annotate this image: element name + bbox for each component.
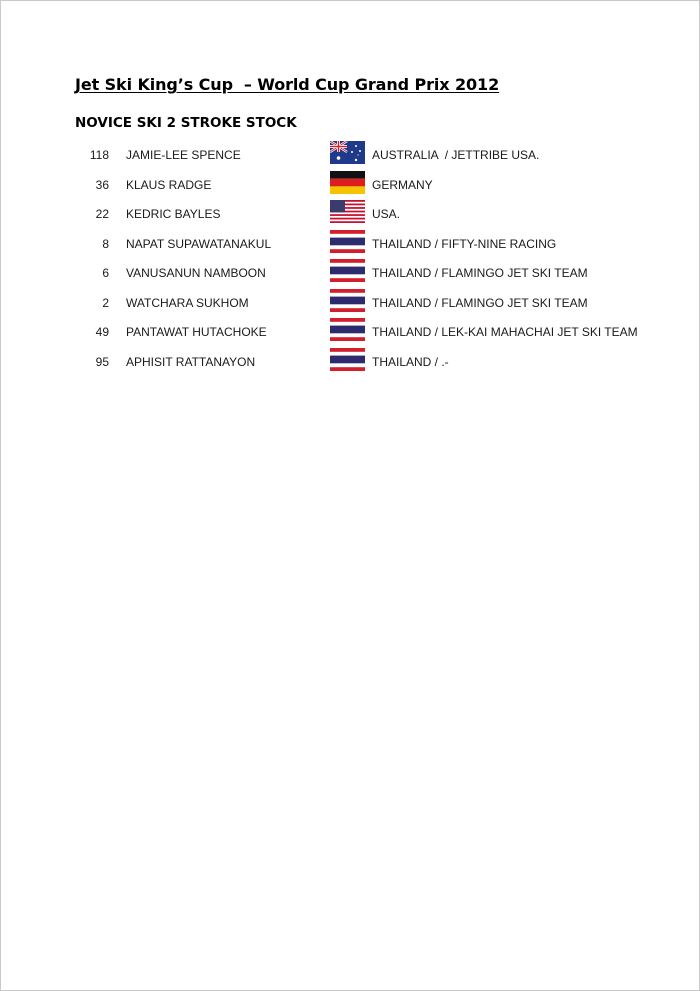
thailand-flag-icon	[330, 259, 365, 282]
list-item	[1, 259, 699, 289]
class-title: NOVICE SKI 2 STROKE STOCK	[75, 115, 297, 131]
thailand-flag-icon	[330, 230, 365, 253]
entry-number: 95	[95, 354, 109, 369]
entry-team: THAILAND / FLAMINGO JET SKI TEAM	[372, 266, 588, 280]
thailand-flag-icon	[330, 348, 365, 371]
list-item	[1, 230, 699, 260]
document-title: Jet Ski King’s Cup – World Cup Grand Prix 2012	[75, 75, 500, 94]
entry-number: 22	[95, 207, 109, 221]
entry-name: VANUSANUN NAMBOON	[126, 266, 266, 280]
usa-flag-icon	[330, 200, 365, 223]
entry-name: WATCHARA SUKHOM	[126, 295, 249, 310]
list-item	[1, 348, 699, 378]
germany-flag-icon	[330, 171, 365, 194]
entry-team: USA.	[372, 207, 401, 221]
entry-number: 2	[102, 295, 109, 310]
list-item	[1, 200, 699, 230]
entry-team: AUSTRALIA / JETTRIBE USA.	[372, 148, 540, 162]
entry-name: NAPAT SUPAWATANAKUL	[126, 236, 272, 251]
entry-name: KEDRIC BAYLES	[126, 207, 221, 221]
australia-flag-icon	[330, 141, 365, 164]
list-item	[1, 141, 699, 171]
entry-team: THAILAND / .-	[372, 354, 449, 369]
entry-team: THAILAND / FLAMINGO JET SKI TEAM	[372, 295, 588, 310]
entry-number: 8	[102, 236, 109, 251]
thailand-flag-icon	[330, 289, 365, 312]
entry-name: PANTAWAT HUTACHOKE	[126, 325, 267, 339]
entry-team: GERMANY	[372, 177, 433, 192]
entry-number: 49	[95, 325, 109, 339]
list-item	[1, 289, 699, 319]
entry-name: KLAUS RADGE	[126, 177, 212, 192]
thailand-flag-icon	[330, 318, 365, 341]
entry-number: 36	[95, 177, 109, 192]
list-item	[1, 318, 699, 348]
entry-team: THAILAND / LEK-KAI MAHACHAI JET SKI TEAM	[372, 325, 638, 339]
entry-name: JAMIE-LEE SPENCE	[126, 148, 241, 162]
entry-number: 6	[102, 266, 109, 280]
list-item	[1, 171, 699, 201]
entry-name: APHISIT RATTANAYON	[126, 354, 256, 369]
entry-team: THAILAND / FIFTY-NINE RACING	[372, 236, 557, 251]
entry-number: 118	[89, 148, 109, 162]
